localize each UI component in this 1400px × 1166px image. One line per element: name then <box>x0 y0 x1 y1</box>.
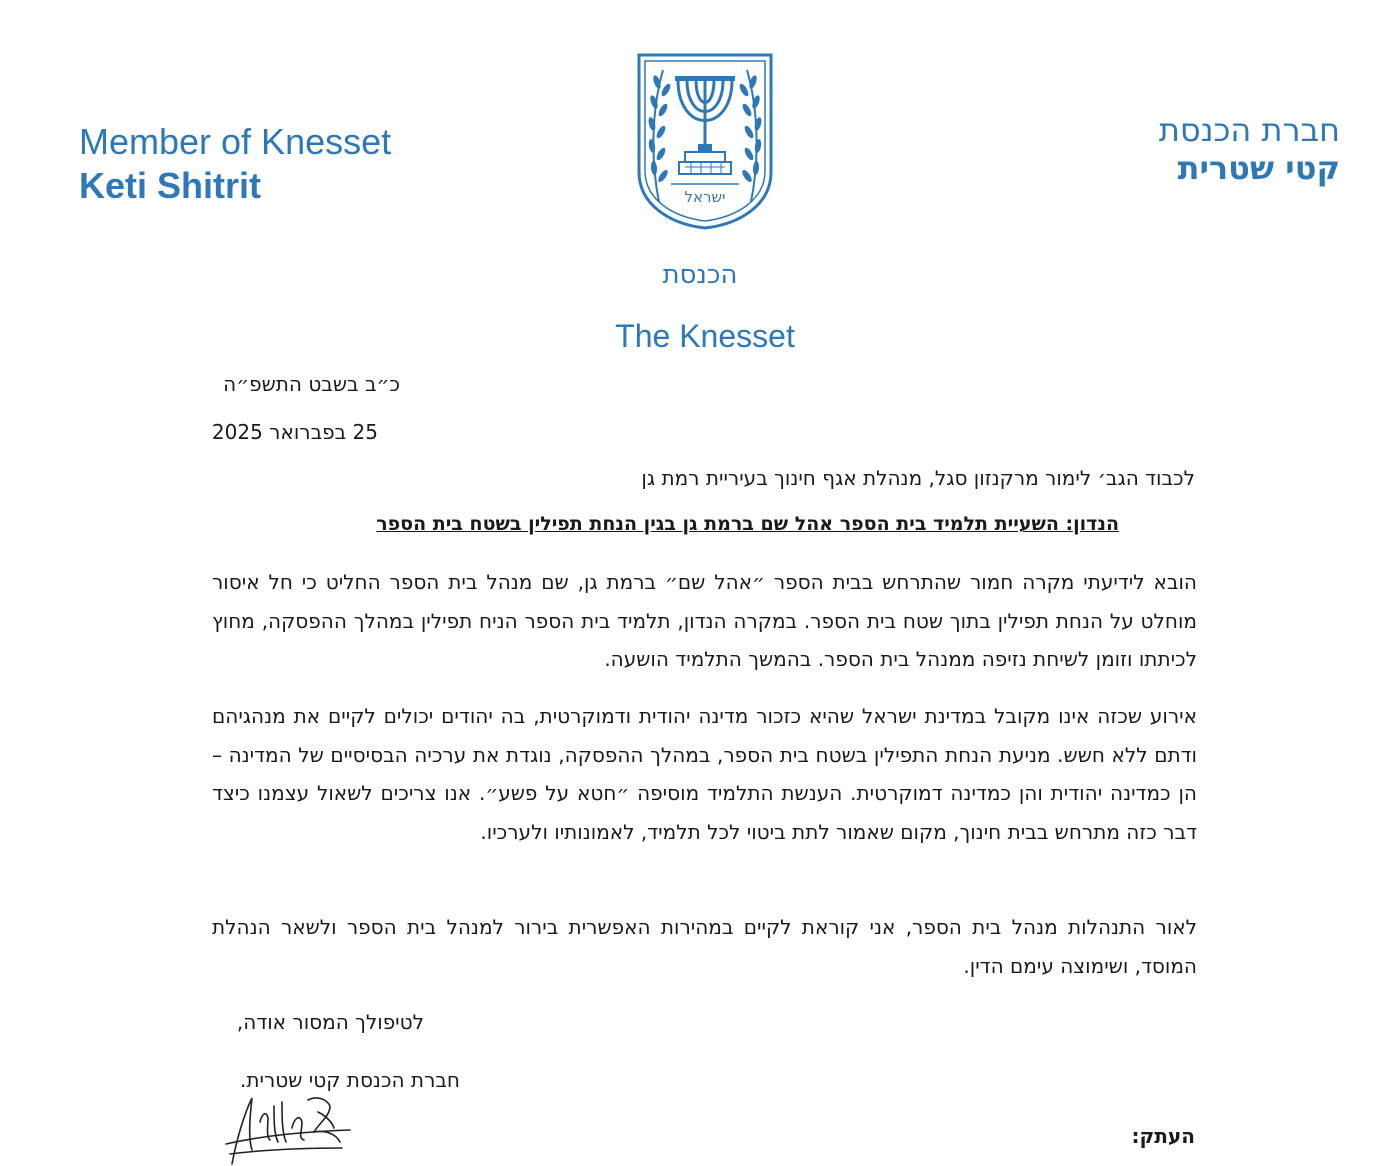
institution-english: The Knesset <box>615 318 795 354</box>
hebrew-name: קטי שטרית <box>1177 149 1340 187</box>
english-name: Keti Shitrit <box>79 165 262 206</box>
subject-line: הנדון: השעיית תלמיד בית הספר אהל שם ברמת גן בגין הנחת תפילין בשטח בית הספר <box>376 513 1119 535</box>
addressee: לכבוד הגב׳ לימור מרקנזון סגל, מנהלת אגף חינוך בעיריית רמת גן <box>641 466 1195 490</box>
english-title: Member of Knesset <box>79 121 392 162</box>
thanks-line: לטיפולך המסור אודה, <box>236 1010 424 1034</box>
emblem-text: ישראל <box>684 188 726 206</box>
body-paragraph-1: הובא לידיעתי מקרה חמור שהתרחש בבית הספר ״אהל שם״ ברמת גן, שם מנהל בית הספר החליט כי חל איסור מוחלט על הנחת תפילין בתוך שטח בית הספר. במקרה הנדון, תלמיד בית הספר הניח תפילין במהלך ההפסקה, מחוץ לכיתתו וזומן לשיחת נזיפה ממנהל בית הספר. בהמשך התלמיד הושעה. <box>212 570 1197 671</box>
cc-label: העתק: <box>1131 1124 1195 1148</box>
menorah-emblem-icon <box>635 52 775 230</box>
hebrew-title: חברת הכנסת <box>1158 111 1340 149</box>
institution-hebrew: הכנסת <box>662 260 738 290</box>
gregorian-date: 25 בפברואר 2025 <box>211 420 378 444</box>
signature-icon <box>222 1092 362 1166</box>
body-paragraph-3: לאור התנהלות מנהל בית הספר, אני קוראת לקיים במהירות האפשרית בירור למנהל בית הספר ולשאר הנהלת המוסד, ושימוצה עימם הדין. <box>212 915 1197 978</box>
hebrew-date: כ״ב בשבט התשפ״ה <box>223 372 400 396</box>
body-paragraph-2: אירוע שכזה אינו מקובל במדינת ישראל שהיא כזכור מדינה יהודית ודמוקרטית, בה יהודים יכולים לקיים את מנהגיהם ודתם ללא חשש. מניעת הנחת התפילין בשטח בית הספר, במהלך ההפסקה, נוגדת את ערכיה הבסיסיים של המדינה – הן כמדינה יהודית והן כמדינה דמוקרטית. הענשת התלמיד מוסיפה ״חטא על פשע״. אנו צריכים לשאול עצמנו כיצד דבר כזה מתרחש בבית חינוך, מקום שאמור לתת ביטוי לכל תלמיד, לאמונותיו ולערכיו. <box>212 704 1197 844</box>
closing-signoff: חברת הכנסת קטי שטרית. <box>240 1068 460 1092</box>
